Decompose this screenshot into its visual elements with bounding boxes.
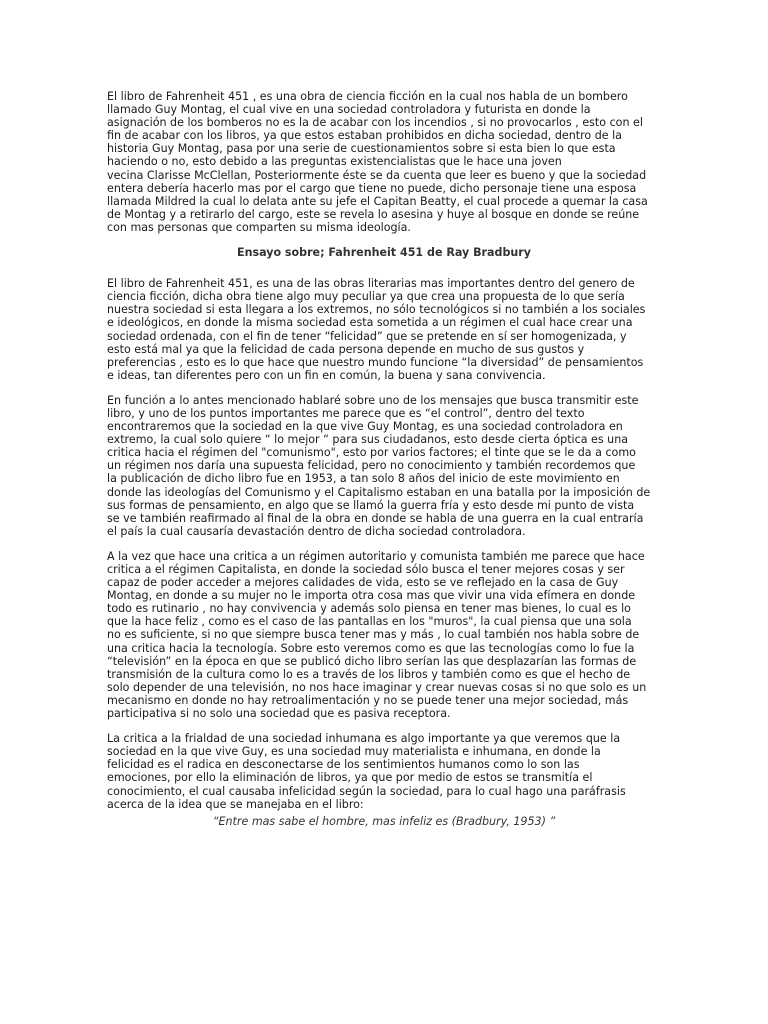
- summary-paragraph: El libro de Fahrenheit 451 , es una obra de ciencia ficción en la cual nos habla de un bombero llamado Guy Montag, el cual vive en una sociedad controladora y futurista en donde la asignación de los bomberos no es la de acabar con los incendios , si no provocarlos , esto con el fin de acabar con los libros, ya que estos estaban prohibidos en dicha sociedad, dentro de la historia Guy Montag, pasa por una serie de cuestionamientos sobre si esta bien lo que esta haciendo o no, esto debido a las preguntas existencialistas que le hace una joven vecina Clarisse McClellan, Posteriormente éste se da cuenta que leer es bueno y que la sociedad entera debería hacerlo mas por el cargo que tiene no puede, dicho personaje tiene una esposa llamada Mildred la cual lo delata ante su jefe el Capitan Beatty, el cual procede a quemar la casa de Montag y a retirarlo del cargo, este se revela lo asesina y huye al bosque en donde se reúne con mas personas que comparten su misma ideología.: [107, 90, 648, 234]
- intro-paragraph: El libro de Fahrenheit 451, es una de las obras literarias mas importantes dentro del genero de ciencia ficción, dicha obra tiene algo muy peculiar ya que crea una propuesta de lo que sería nuestra sociedad si esta llegara a los extremos, no sólo tecnológicos si no también a los sociales e ideológicos, en donde la misma sociedad esta sometida a un régimen el cual hace crear una sociedad ordenada, con el fin de tener “felicidad” que se pretende en sí ser homogenizada, y esto está mal ya que la felicidad de cada persona depende en mucho de sus gustos y preferencias , esto es lo que hace que nuestro mundo funcione “la diversidad” de pensamientos e ideas, tan diferentes pero con un fin en común, la buena y sana convivencia.: [107, 277, 646, 382]
- document-page: [107, 90, 661, 828]
- essay-title: Ensayo sobre; Fahrenheit 451 de Ray Bradbury: [236, 246, 532, 260]
- bradbury-quote: “Entre mas sabe el hombre, mas infeliz es (Bradbury, 1953) ”: [212, 814, 556, 828]
- coldness-paragraph: La critica a la frialdad de una sociedad inhumana es algo importante ya que veremos que la sociedad en la que vive Guy, es una sociedad muy materialista e inhumana, en donde la felicidad es el radica en desconectarse de los sentimientos humanos como lo son las emociones, por ello la eliminación de libros, ya que por medio de estos se transmitía el conocimiento, el cual causaba infelicidad según la sociedad, para lo cual hago una paráfrasis acerca de la idea que se manejaba en el libro:: [107, 732, 626, 811]
- capitalism-paragraph: A la vez que hace una critica a un régimen autoritario y comunista también me parece que hace critica a el régimen Capitalista, en donde la sociedad sólo busca el tener mejores cosas y ser capaz de poder acceder a mejores calidades de vida, esto se ve reflejado en la casa de Guy Montag, en donde a su mujer no le importa otra cosa mas que vivir una vida efímera en donde todo es rutinario , no hay convivencia y además solo piensa en tener mas bienes, lo cual es lo que la hace feliz , como es el caso de las pantallas en los "muros", la cual piensa que una sola no es suficiente, si no que siempre busca tener mas y más , lo cual también nos habla sobre de una critica hacia la tecnología. Sobre esto veremos como es que las tecnologías como lo fue la “televisión” en la época en que se publicó dicho libro serían las que desplazarían las formas de transmisión de la cultura como lo es a través de los libros y también como es que el hecho de solo depender de una televisión, no nos hace imaginar y crear nuevas cosas si no que solo es un mecanismo en donde no hay retroalimentación y no se puede tener una mejor sociedad, más participativa si no solo una sociedad que es pasiva receptora.: [107, 549, 647, 721]
- control-paragraph: En función a lo antes mencionado hablaré sobre uno de los mensajes que busca transmitir este libro, y uno de los puntos importantes me parece que es “el control”, dentro del texto encontraremos que la sociedad en la que vive Guy Montag, es una sociedad controladora en extremo, la cual solo quiere “ lo mejor “ para sus ciudadanos, esto desde cierta óptica es una critica hacia el régimen del "comunismo", esto por varios factores; el tinte que se le da a como un régimen nos daría una supuesta felicidad, pero no conocimiento y también recordemos que la publicación de dicho libro fue en 1953, a tan solo 8 años del inicio de este movimiento en donde las ideologías del Comunismo y el Capitalismo estaban en una batalla por la imposición de sus formas de pensamiento, en algo que se llamó la guerra fría y esto desde mi punto de vista se ve también reafirmado al final de la obra en donde se habla de una guerra en la cual entraría el país la cual causaría devastación dentro de dicha sociedad controladora.: [107, 393, 651, 538]
